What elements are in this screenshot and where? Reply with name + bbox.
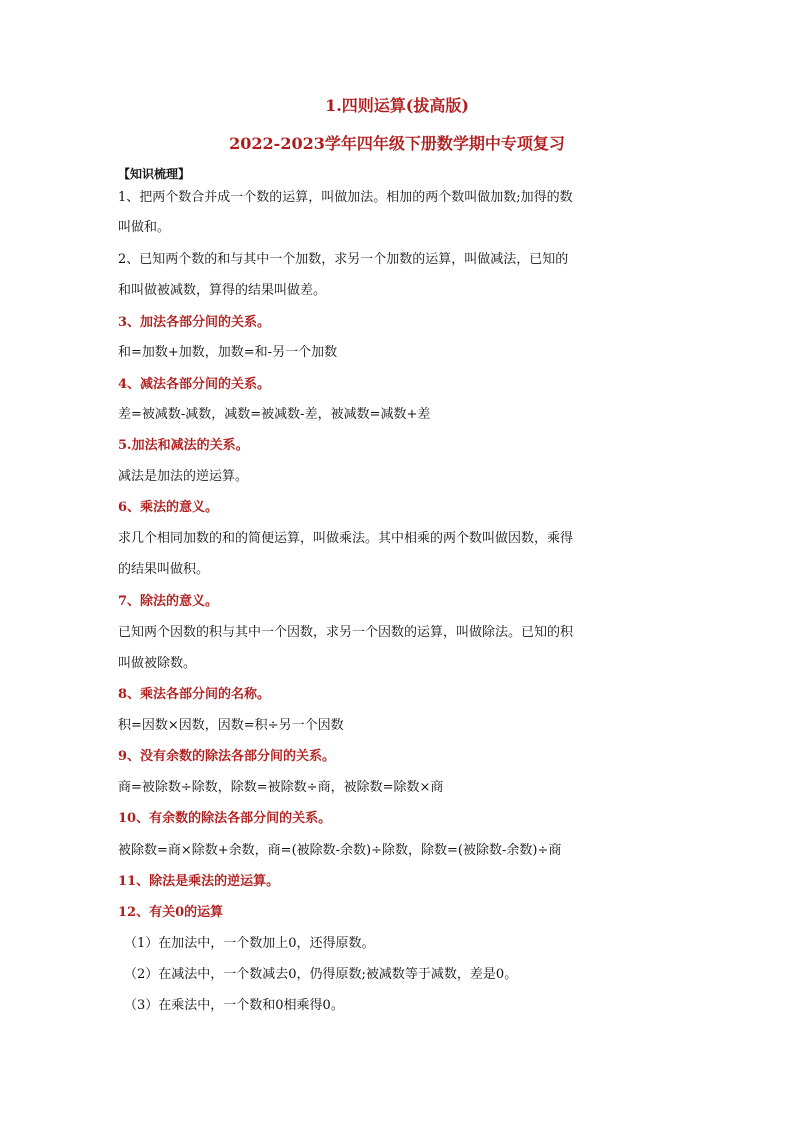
section-heading: 6、乘法的意义。	[118, 500, 219, 515]
paragraph-line: 叫做被除数。	[118, 656, 197, 671]
document-subtitle: 2022-2023学年四年级下册数学期中专项复习	[229, 134, 565, 153]
paragraph-line: 叫做和。	[118, 220, 171, 235]
section-heading: 12、有关0的运算	[118, 905, 224, 920]
formula-line: 被除数=商×除数+余数，商=(被除数-余数)÷除数，除数=(被除数-余数)÷商	[118, 843, 562, 858]
formula-line: 积=因数×因数，因数=积÷另一个因数	[118, 718, 344, 733]
section-heading: 5.加法和减法的关系。	[118, 438, 249, 453]
section-heading: 8、乘法各部分间的名称。	[118, 687, 271, 702]
zero-rule-item: （1）在加法中，一个数加上0，还得原数。	[124, 936, 375, 951]
formula-line: 商=被除数÷除数，除数=被除数÷商，被除数=除数×商	[118, 780, 444, 795]
paragraph-line: 求几个相同加数的和的简便运算，叫做乘法。其中相乘的两个数叫做因数，乘得	[118, 531, 574, 546]
paragraph-line: 2、已知两个数的和与其中一个加数，求另一个加数的运算，叫做减法，已知的	[118, 252, 569, 267]
document-title: 1.四则运算(拔高版)	[325, 96, 469, 115]
paragraph-line: 1、把两个数合并成一个数的运算，叫做加法。相加的两个数叫做加数;加得的数	[118, 190, 573, 205]
formula-line: 和=加数+加数，加数=和-另一个加数	[118, 345, 338, 360]
paragraph-line: 已知两个因数的积与其中一个因数，求另一个因数的运算，叫做除法。已知的积	[118, 625, 574, 640]
paragraph-line: 的结果叫做积。	[118, 562, 210, 577]
formula-line: 差=被减数-减数，减数=被减数-差，被减数=减数+差	[118, 407, 431, 422]
zero-rule-item: （3）在乘法中，一个数和0相乘得0。	[124, 998, 344, 1013]
section-heading: 11、除法是乘法的逆运算。	[118, 874, 280, 889]
section-heading: 9、没有余数的除法各部分间的关系。	[118, 749, 336, 764]
section-heading: 10、有余数的除法各部分间的关系。	[118, 811, 332, 826]
section-heading: 7、除法的意义。	[118, 594, 219, 609]
section-heading: 3、加法各部分间的关系。	[118, 315, 271, 330]
paragraph-line: 减法是加法的逆运算。	[118, 469, 249, 484]
paragraph-line: 和叫做被减数，算得的结果叫做差。	[118, 283, 327, 298]
section-tag: 【知识梳理】	[118, 167, 191, 181]
section-heading: 4、减法各部分间的关系。	[118, 377, 271, 392]
zero-rule-item: （2）在减法中，一个数减去0，仍得原数;被减数等于减数，差是0。	[124, 967, 518, 982]
